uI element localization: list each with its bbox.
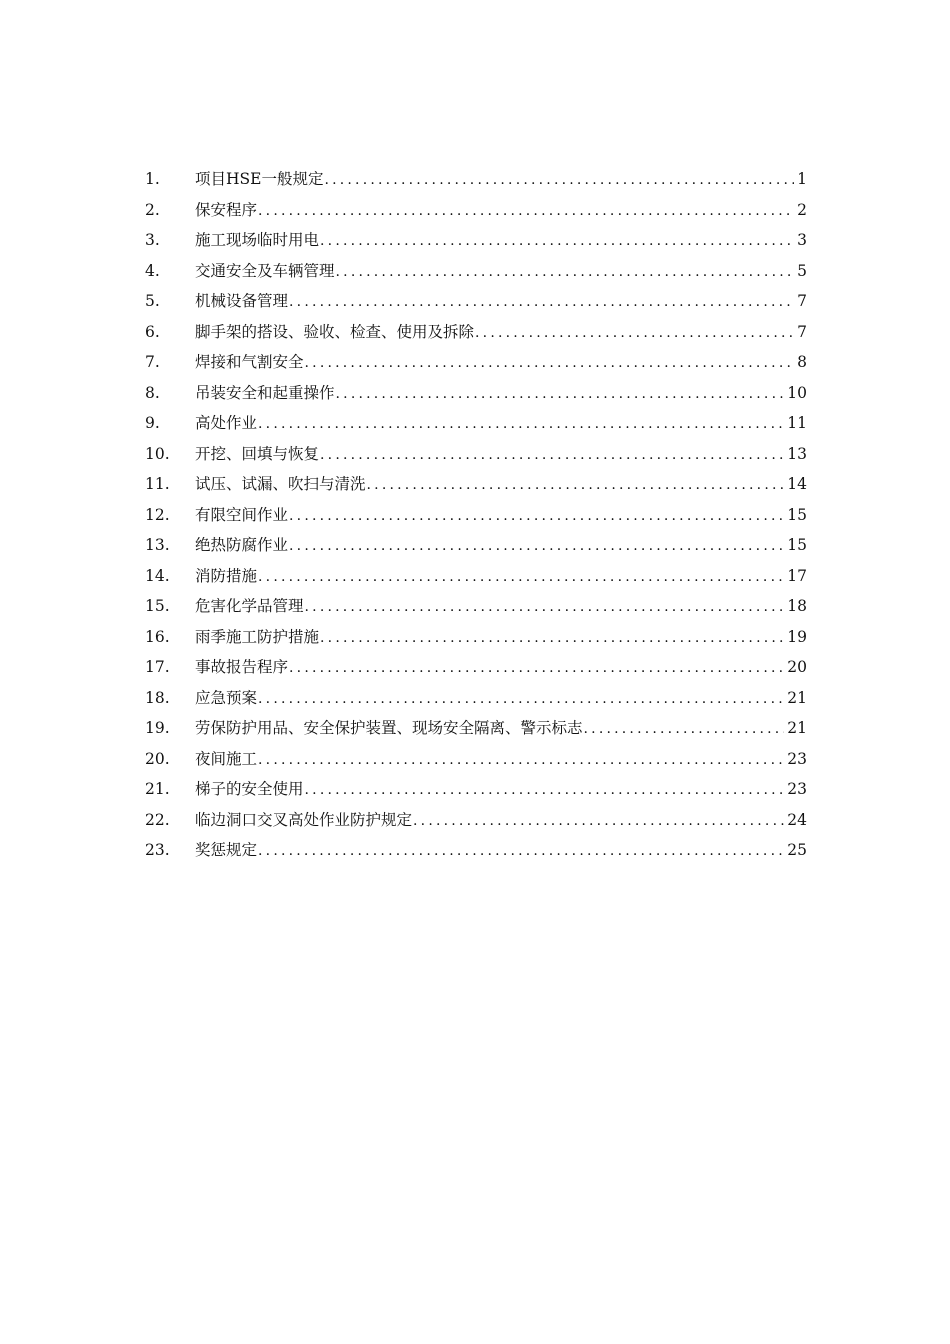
- toc-entry-page-number: 21: [787, 688, 807, 707]
- toc-dot-leader: [413, 806, 784, 837]
- toc-entry-title: 保安程序: [195, 200, 258, 219]
- toc-dot-leader: [367, 470, 785, 501]
- toc-entry-number: 1.: [145, 170, 160, 188]
- toc-entry-page-number: 17: [787, 566, 807, 585]
- toc-entry[interactable]: [145, 469, 807, 500]
- toc-dot-leader: [258, 562, 784, 593]
- toc-entry-number: 8.: [145, 383, 160, 402]
- toc-entry-title: 项目HSE一般规定: [195, 170, 324, 188]
- toc-entry-number: 12.: [145, 505, 170, 524]
- toc-entry-number: 7.: [145, 353, 160, 371]
- toc-entry-title: 雨季施工防护措施: [195, 627, 320, 646]
- toc-entry-title: 吊装安全和起重操作: [195, 383, 335, 402]
- toc-entry-page-number: 24: [787, 810, 807, 829]
- toc-entry-number: 9.: [145, 414, 160, 432]
- toc-entry-title: 梯子的安全使用: [195, 780, 304, 798]
- toc-entry[interactable]: [145, 561, 807, 592]
- toc-entry[interactable]: [145, 805, 807, 836]
- toc-entry-title: 劳保防护用品、安全保护装置、现场安全隔离、警示标志: [195, 719, 583, 737]
- toc-entry-title: 高处作业: [195, 414, 258, 432]
- toc-entry-number: 5.: [145, 292, 160, 310]
- toc-entry-number: 13.: [145, 536, 170, 554]
- toc-entry-title: 应急预案: [195, 688, 258, 707]
- toc-entry-number: 11.: [145, 475, 170, 493]
- toc-dot-leader: [305, 348, 795, 379]
- toc-dot-leader: [289, 287, 794, 318]
- toc-dot-leader: [305, 775, 785, 806]
- toc-dot-leader: [336, 257, 795, 288]
- toc-entry-number: 20.: [145, 749, 170, 768]
- toc-entry-title: 开挖、回填与恢复: [195, 444, 320, 463]
- toc-entry[interactable]: [145, 378, 807, 409]
- toc-entry[interactable]: [145, 439, 807, 470]
- toc-entry[interactable]: [145, 195, 807, 226]
- toc-dot-leader: [475, 318, 794, 349]
- toc-entry-page-number: 11: [787, 414, 807, 432]
- toc-entry-number: 16.: [145, 627, 170, 646]
- toc-entry-page-number: 21: [787, 719, 807, 737]
- toc-dot-leader: [289, 653, 784, 684]
- toc-entry-page-number: 1: [797, 170, 807, 188]
- toc-entry-page-number: 7: [797, 322, 807, 341]
- toc-entry[interactable]: [145, 622, 807, 653]
- toc-entry-title: 试压、试漏、吹扫与清洗: [195, 475, 366, 493]
- toc-entry-number: 14.: [145, 566, 170, 585]
- toc-entry-page-number: 2: [797, 200, 807, 219]
- toc-entry-title: 事故报告程序: [195, 658, 289, 676]
- toc-entry-page-number: 7: [797, 292, 807, 310]
- toc-dot-leader: [289, 501, 784, 532]
- toc-entry-title: 临边洞口交叉高处作业防护规定: [195, 810, 413, 829]
- toc-entry-number: 6.: [145, 322, 160, 341]
- toc-entry-title: 机械设备管理: [195, 292, 289, 310]
- toc-entry[interactable]: [145, 774, 807, 805]
- toc-entry[interactable]: [145, 713, 807, 744]
- toc-entry-title: 消防措施: [195, 566, 258, 585]
- toc-entry-page-number: 23: [787, 749, 807, 768]
- toc-dot-leader: [305, 592, 785, 623]
- toc-entry-number: 10.: [145, 444, 170, 463]
- toc-dot-leader: [324, 165, 794, 196]
- toc-entry-title: 施工现场临时用电: [195, 231, 320, 249]
- toc-entry-title: 脚手架的搭设、验收、检查、使用及拆除: [195, 322, 475, 341]
- toc-entry-page-number: 10: [787, 383, 807, 402]
- toc-entry-title: 奖惩规定: [195, 841, 258, 859]
- toc-entry[interactable]: [145, 744, 807, 775]
- toc-entry-title: 夜间施工: [195, 749, 258, 768]
- toc-entry[interactable]: [145, 286, 807, 317]
- toc-entry-number: 22.: [145, 810, 170, 829]
- toc-entry-page-number: 18: [787, 597, 807, 615]
- toc-entry[interactable]: [145, 591, 807, 622]
- toc-dot-leader: [258, 745, 784, 776]
- toc-entry-number: 21.: [145, 780, 170, 798]
- toc-entry-number: 4.: [145, 261, 160, 280]
- toc-entry-number: 18.: [145, 688, 170, 707]
- toc-entry-number: 19.: [145, 719, 170, 737]
- toc-dot-leader: [258, 409, 784, 440]
- toc-entry[interactable]: [145, 530, 807, 561]
- toc-dot-leader: [258, 196, 794, 227]
- table-of-contents: [145, 164, 807, 866]
- toc-entry-page-number: 25: [787, 841, 807, 859]
- toc-entry-number: 17.: [145, 658, 170, 676]
- toc-entry-page-number: 8: [797, 353, 807, 371]
- toc-entry-title: 焊接和气割安全: [195, 353, 304, 371]
- toc-entry[interactable]: [145, 683, 807, 714]
- toc-entry-page-number: 20: [787, 658, 807, 676]
- toc-entry[interactable]: [145, 500, 807, 531]
- toc-entry[interactable]: [145, 225, 807, 256]
- toc-dot-leader: [584, 714, 785, 745]
- toc-entry-title: 交通安全及车辆管理: [195, 261, 335, 280]
- toc-dot-leader: [289, 531, 784, 562]
- toc-entry-page-number: 14: [787, 475, 807, 493]
- toc-dot-leader: [336, 379, 785, 410]
- toc-dot-leader: [320, 623, 784, 654]
- toc-entry-title: 有限空间作业: [195, 505, 289, 524]
- toc-entry[interactable]: [145, 317, 807, 348]
- toc-entry-page-number: 19: [787, 627, 807, 646]
- toc-entry-number: 15.: [145, 597, 170, 615]
- toc-entry[interactable]: [145, 347, 807, 378]
- toc-dot-leader: [320, 440, 784, 471]
- toc-entry[interactable]: [145, 408, 807, 439]
- toc-dot-leader: [258, 836, 784, 867]
- toc-entry-page-number: 15: [787, 505, 807, 524]
- toc-entry[interactable]: [145, 835, 807, 866]
- toc-entry[interactable]: [145, 652, 807, 683]
- toc-entry-page-number: 23: [787, 780, 807, 798]
- toc-entry[interactable]: [145, 256, 807, 287]
- toc-entry-page-number: 13: [787, 444, 807, 463]
- toc-dot-leader: [320, 226, 794, 257]
- toc-entry-title: 绝热防腐作业: [195, 536, 289, 554]
- toc-entry-page-number: 5: [797, 261, 807, 280]
- toc-entry-title: 危害化学品管理: [195, 597, 304, 615]
- toc-entry-number: 2.: [145, 200, 160, 219]
- toc-dot-leader: [258, 684, 784, 715]
- toc-entry-number: 3.: [145, 231, 160, 249]
- toc-entry-page-number: 3: [797, 231, 807, 249]
- toc-entry-page-number: 15: [787, 536, 807, 554]
- toc-entry[interactable]: [145, 164, 807, 195]
- toc-entry-number: 23.: [145, 841, 170, 859]
